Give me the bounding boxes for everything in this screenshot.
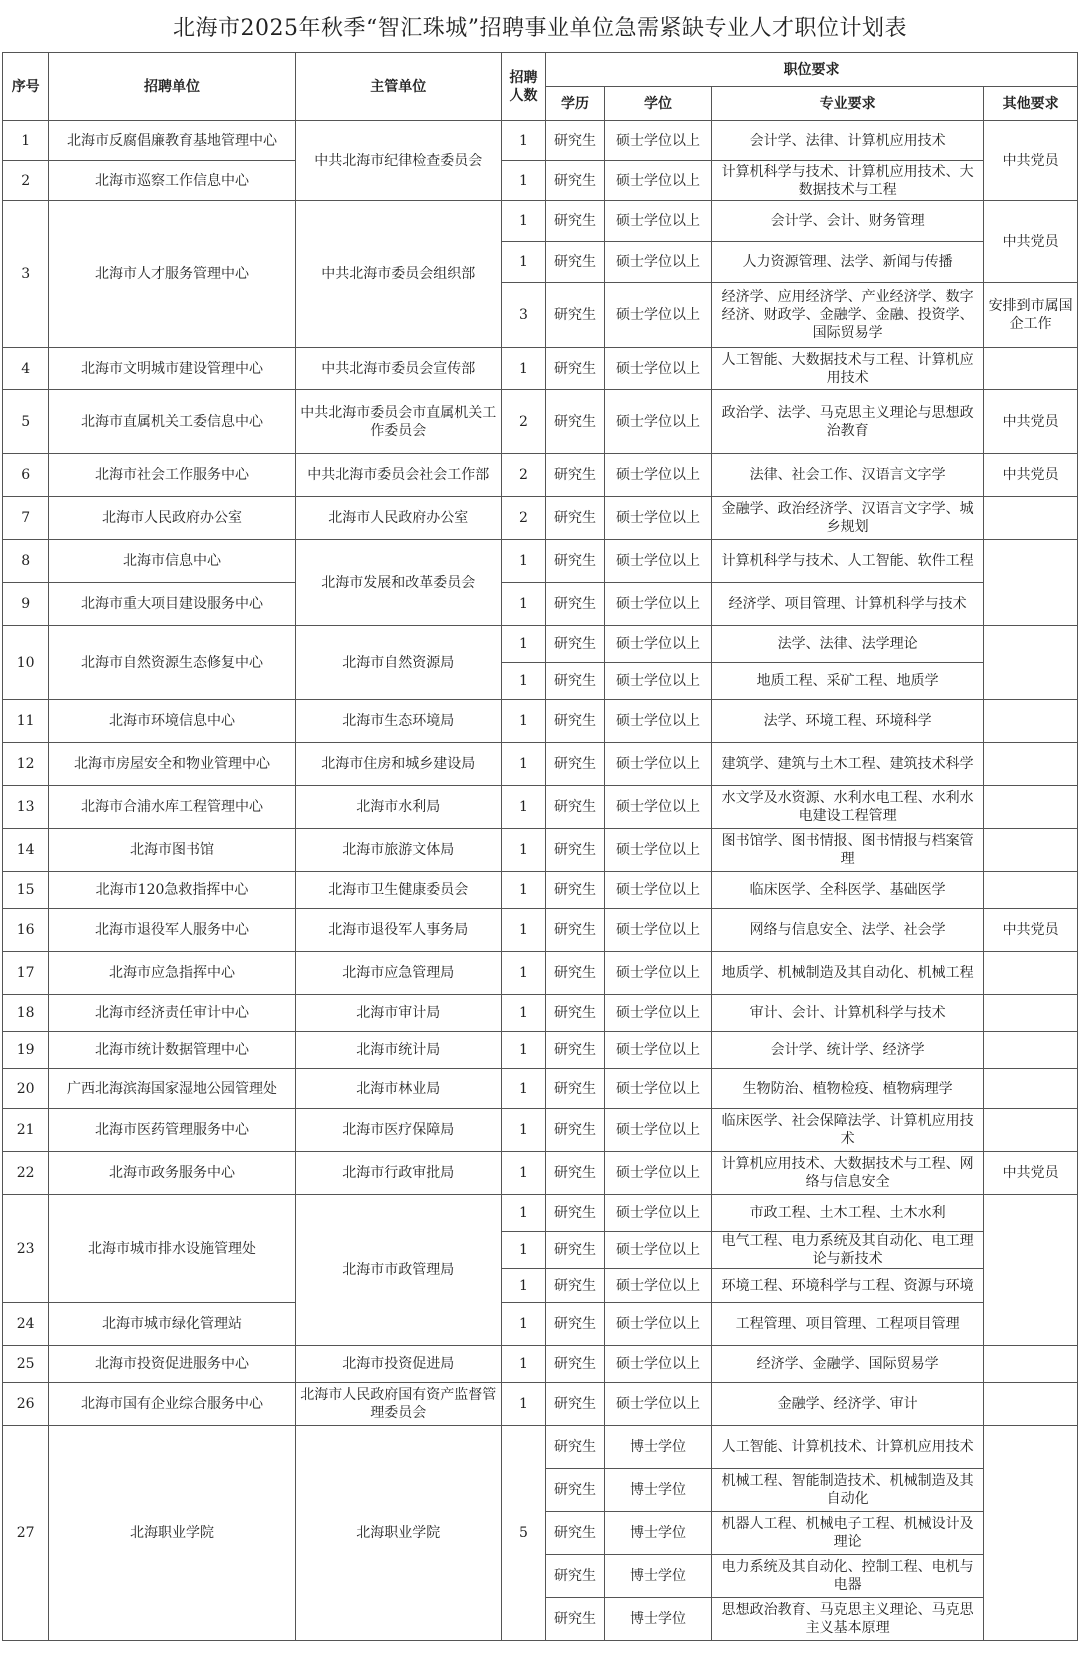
row-degree: 硕士学位以上 [604,1109,711,1152]
table-row [3,909,1078,952]
table-row [3,1109,1078,1152]
row-seq: 5 [3,390,49,454]
position-plan-table [2,52,1078,1641]
row-edu: 研究生 [546,121,605,161]
row-other [984,952,1078,995]
table-row [3,952,1078,995]
row-other: 中共党员 [984,201,1078,283]
row-edu: 研究生 [546,786,605,829]
row-major: 计算机科学与技术、计算机应用技术、大数据技术与工程 [712,161,984,201]
row-other [984,700,1078,743]
row-major: 市政工程、土木工程、土木水利 [712,1195,984,1232]
row-count: 1 [501,348,545,390]
row-degree: 硕士学位以上 [604,1032,711,1069]
row-edu: 研究生 [546,909,605,952]
row-dept: 北海市审计局 [295,995,501,1032]
row-count: 5 [501,1426,545,1641]
row-count: 1 [501,1303,545,1346]
row-degree: 硕士学位以上 [604,700,711,743]
row-count: 1 [501,663,545,700]
table-row [3,626,1078,663]
row-dept: 中共北海市委员会宣传部 [295,348,501,390]
row-other [984,1195,1078,1346]
row-seq: 21 [3,1109,49,1152]
row-unit: 北海市信息中心 [49,540,295,583]
row-dept: 北海市统计局 [295,1032,501,1069]
row-dept: 北海市发展和改革委员会 [295,540,501,626]
row-dept: 北海市投资促进局 [295,1346,501,1383]
row-other [984,872,1078,909]
row-other [984,497,1078,540]
row-other [984,786,1078,829]
row-count: 1 [501,540,545,583]
row-major: 法律、社会工作、汉语言文字学 [712,454,984,497]
row-edu: 研究生 [546,663,605,700]
row-dept: 北海市林业局 [295,1069,501,1109]
table-row [3,1152,1078,1195]
row-edu: 研究生 [546,829,605,872]
row-edu: 研究生 [546,1426,605,1469]
row-degree: 硕士学位以上 [604,1232,711,1269]
row-major: 机器人工程、机械电子工程、机械设计及理论 [712,1512,984,1555]
row-other [984,1426,1078,1641]
row-unit: 北海市社会工作服务中心 [49,454,295,497]
row-major: 会计学、会计、财务管理 [712,201,984,242]
row-other [984,995,1078,1032]
row-degree: 博士学位 [604,1555,711,1598]
table-row [3,121,1078,161]
row-degree: 硕士学位以上 [604,540,711,583]
row-degree: 硕士学位以上 [604,1269,711,1303]
row-major: 经济学、金融学、国际贸易学 [712,1346,984,1383]
row-edu: 研究生 [546,872,605,909]
row-edu: 研究生 [546,952,605,995]
row-edu: 研究生 [546,348,605,390]
table-row [3,786,1078,829]
row-edu: 研究生 [546,1598,605,1641]
table-row [3,743,1078,786]
header-seq: 序号 [3,53,49,121]
row-dept: 北海市生态环境局 [295,700,501,743]
row-major: 工程管理、项目管理、工程项目管理 [712,1303,984,1346]
row-degree: 硕士学位以上 [604,348,711,390]
row-major: 人工智能、计算机技术、计算机应用技术 [712,1426,984,1469]
row-count: 1 [501,583,545,626]
row-unit: 北海市图书馆 [49,829,295,872]
row-count: 1 [501,1069,545,1109]
row-unit: 北海市城市绿化管理站 [49,1303,295,1346]
row-other: 中共党员 [984,454,1078,497]
row-edu: 研究生 [546,1109,605,1152]
row-degree: 硕士学位以上 [604,743,711,786]
row-unit: 北海市人才服务管理中心 [49,201,295,348]
row-edu: 研究生 [546,995,605,1032]
row-unit: 北海市环境信息中心 [49,700,295,743]
table-row [3,700,1078,743]
row-degree: 硕士学位以上 [604,1195,711,1232]
row-other [984,626,1078,700]
row-dept: 北海市应急管理局 [295,952,501,995]
row-unit: 北海市巡察工作信息中心 [49,161,295,201]
row-count: 1 [501,121,545,161]
row-unit: 北海市医药管理服务中心 [49,1109,295,1152]
row-unit: 北海市合浦水库工程管理中心 [49,786,295,829]
row-edu: 研究生 [546,1469,605,1512]
row-degree: 硕士学位以上 [604,161,711,201]
table-row [3,540,1078,583]
row-degree: 硕士学位以上 [604,1152,711,1195]
row-seq: 7 [3,497,49,540]
row-dept: 中共北海市委员会市直属机关工作委员会 [295,390,501,454]
row-count: 2 [501,454,545,497]
row-degree: 硕士学位以上 [604,497,711,540]
row-count: 1 [501,1269,545,1303]
row-unit: 北海市文明城市建设管理中心 [49,348,295,390]
row-major: 会计学、统计学、经济学 [712,1032,984,1069]
row-dept: 北海市退役军人事务局 [295,909,501,952]
row-degree: 硕士学位以上 [604,909,711,952]
row-seq: 22 [3,1152,49,1195]
row-edu: 研究生 [546,1269,605,1303]
row-edu: 研究生 [546,743,605,786]
row-major: 图书馆学、图书情报、图书情报与档案管理 [712,829,984,872]
row-count: 1 [501,786,545,829]
row-unit: 北海市自然资源生态修复中心 [49,626,295,700]
row-count: 1 [501,201,545,242]
row-count: 2 [501,497,545,540]
row-degree: 硕士学位以上 [604,242,711,283]
row-unit: 北海职业学院 [49,1426,295,1641]
row-major: 建筑学、建筑与土木工程、建筑技术科学 [712,743,984,786]
row-seq: 10 [3,626,49,700]
row-edu: 研究生 [546,497,605,540]
row-count: 1 [501,626,545,663]
row-major: 临床医学、社会保障法学、计算机应用技术 [712,1109,984,1152]
row-count: 1 [501,872,545,909]
row-count: 1 [501,1232,545,1269]
row-count: 1 [501,743,545,786]
header-edu: 学历 [546,87,605,121]
row-seq: 12 [3,743,49,786]
row-major: 经济学、项目管理、计算机科学与技术 [712,583,984,626]
row-major: 机械工程、智能制造技术、机械制造及其自动化 [712,1469,984,1512]
row-major: 电气工程、电力系统及其自动化、电工理论与新技术 [712,1232,984,1269]
row-dept: 中共北海市纪律检查委员会 [295,121,501,201]
row-edu: 研究生 [546,242,605,283]
table-row [3,1032,1078,1069]
row-dept: 北海市人民政府办公室 [295,497,501,540]
row-dept: 中共北海市委员会社会工作部 [295,454,501,497]
header-other: 其他要求 [984,87,1078,121]
row-count: 1 [501,909,545,952]
row-unit: 北海市国有企业综合服务中心 [49,1383,295,1426]
row-dept: 北海市住房和城乡建设局 [295,743,501,786]
row-unit: 北海市重大项目建设服务中心 [49,583,295,626]
page-title: 北海市2025年秋季“智汇珠城”招聘事业单位急需紧缺专业人才职位计划表 [173,15,907,41]
row-major: 金融学、政治经济学、汉语言文字学、城乡规划 [712,497,984,540]
row-degree: 硕士学位以上 [604,1383,711,1426]
row-major: 人力资源管理、法学、新闻与传播 [712,242,984,283]
row-seq: 3 [3,201,49,348]
row-other [984,1109,1078,1152]
row-count: 1 [501,952,545,995]
row-count: 1 [501,1195,545,1232]
header-requirements: 职位要求 [546,53,1078,87]
row-major: 会计学、法律、计算机应用技术 [712,121,984,161]
row-dept: 北海市自然资源局 [295,626,501,700]
row-major: 审计、会计、计算机科学与技术 [712,995,984,1032]
table-row [3,454,1078,497]
row-seq: 15 [3,872,49,909]
row-major: 生物防治、植物检疫、植物病理学 [712,1069,984,1109]
row-edu: 研究生 [546,390,605,454]
row-edu: 研究生 [546,1512,605,1555]
row-seq: 27 [3,1426,49,1641]
row-edu: 研究生 [546,540,605,583]
row-degree: 硕士学位以上 [604,283,711,348]
row-edu: 研究生 [546,283,605,348]
row-count: 1 [501,1346,545,1383]
row-other [984,540,1078,626]
row-major: 计算机应用技术、大数据技术与工程、网络与信息安全 [712,1152,984,1195]
row-major: 环境工程、环境科学与工程、资源与环境 [712,1269,984,1303]
row-dept: 北海市人民政府国有资产监督管理委员会 [295,1383,501,1426]
row-degree: 硕士学位以上 [604,583,711,626]
row-seq: 20 [3,1069,49,1109]
row-dept: 北海市行政审批局 [295,1152,501,1195]
row-seq: 4 [3,348,49,390]
row-unit: 北海市房屋安全和物业管理中心 [49,743,295,786]
row-seq: 11 [3,700,49,743]
row-seq: 13 [3,786,49,829]
row-edu: 研究生 [546,1232,605,1269]
row-major: 网络与信息安全、法学、社会学 [712,909,984,952]
row-degree: 硕士学位以上 [604,201,711,242]
row-major: 地质工程、采矿工程、地质学 [712,663,984,700]
row-major: 金融学、经济学、审计 [712,1383,984,1426]
row-other [984,1383,1078,1426]
row-dept: 北海市水利局 [295,786,501,829]
table-row [3,1303,1078,1346]
row-dept: 北海职业学院 [295,1426,501,1641]
row-major: 政治学、法学、马克思主义理论与思想政治教育 [712,390,984,454]
row-major: 电力系统及其自动化、控制工程、电机与电器 [712,1555,984,1598]
row-seq: 14 [3,829,49,872]
row-edu: 研究生 [546,1303,605,1346]
row-edu: 研究生 [546,1069,605,1109]
table-row [3,497,1078,540]
row-count: 1 [501,829,545,872]
table-row [3,1195,1078,1232]
row-unit: 北海市人民政府办公室 [49,497,295,540]
row-edu: 研究生 [546,1152,605,1195]
row-count: 2 [501,390,545,454]
row-major: 法学、法律、法学理论 [712,626,984,663]
row-unit: 北海市统计数据管理中心 [49,1032,295,1069]
row-edu: 研究生 [546,1346,605,1383]
row-other: 中共党员 [984,1152,1078,1195]
row-major: 临床医学、全科医学、基础医学 [712,872,984,909]
row-seq: 25 [3,1346,49,1383]
row-other: 中共党员 [984,909,1078,952]
row-seq: 1 [3,121,49,161]
row-edu: 研究生 [546,1195,605,1232]
row-degree: 硕士学位以上 [604,663,711,700]
row-edu: 研究生 [546,1555,605,1598]
row-seq: 9 [3,583,49,626]
row-seq: 23 [3,1195,49,1303]
row-degree: 硕士学位以上 [604,995,711,1032]
row-degree: 博士学位 [604,1512,711,1555]
table-row [3,872,1078,909]
table-row [3,1383,1078,1426]
row-degree: 博士学位 [604,1469,711,1512]
table-row [3,1346,1078,1383]
table-row [3,1069,1078,1109]
table-row [3,583,1078,626]
row-unit: 北海市投资促进服务中心 [49,1346,295,1383]
row-edu: 研究生 [546,201,605,242]
row-seq: 16 [3,909,49,952]
table-row [3,201,1078,242]
row-degree: 硕士学位以上 [604,626,711,663]
table-row [3,161,1078,201]
table-row [3,829,1078,872]
row-seq: 8 [3,540,49,583]
row-other [984,1032,1078,1069]
row-major: 思想政治教育、马克思主义理论、马克思主义基本原理 [712,1598,984,1641]
header-count: 招聘人数 [501,53,545,121]
row-other: 安排到市属国企工作 [984,283,1078,348]
row-unit: 北海市城市排水设施管理处 [49,1195,295,1303]
header-degree: 学位 [604,87,711,121]
row-other: 中共党员 [984,121,1078,201]
row-degree: 硕士学位以上 [604,872,711,909]
row-count: 1 [501,1109,545,1152]
row-other [984,1069,1078,1109]
row-unit: 北海市直属机关工委信息中心 [49,390,295,454]
row-count: 1 [501,1152,545,1195]
row-dept: 北海市卫生健康委员会 [295,872,501,909]
row-edu: 研究生 [546,583,605,626]
row-unit: 广西北海滨海国家湿地公园管理处 [49,1069,295,1109]
row-count: 1 [501,995,545,1032]
row-seq: 17 [3,952,49,995]
row-other [984,1346,1078,1383]
row-degree: 硕士学位以上 [604,1069,711,1109]
row-count: 3 [501,283,545,348]
row-dept: 北海市旅游文体局 [295,829,501,872]
row-degree: 硕士学位以上 [604,786,711,829]
row-dept: 北海市市政管理局 [295,1195,501,1346]
row-degree: 硕士学位以上 [604,1346,711,1383]
row-edu: 研究生 [546,700,605,743]
row-edu: 研究生 [546,626,605,663]
row-unit: 北海市应急指挥中心 [49,952,295,995]
table-row [3,390,1078,454]
row-other [984,743,1078,786]
row-degree: 硕士学位以上 [604,390,711,454]
row-count: 1 [501,242,545,283]
row-dept: 北海市医疗保障局 [295,1109,501,1152]
row-edu: 研究生 [546,454,605,497]
row-major: 经济学、应用经济学、产业经济学、数字经济、财政学、金融学、金融、投资学、国际贸易学 [712,283,984,348]
row-seq: 24 [3,1303,49,1346]
row-degree: 硕士学位以上 [604,1303,711,1346]
row-other [984,348,1078,390]
table-row [3,348,1078,390]
row-degree: 博士学位 [604,1598,711,1641]
row-degree: 硕士学位以上 [604,952,711,995]
row-other: 中共党员 [984,390,1078,454]
row-major: 法学、环境工程、环境科学 [712,700,984,743]
table-row [3,995,1078,1032]
row-dept: 中共北海市委员会组织部 [295,201,501,348]
row-major: 水文学及水资源、水利水电工程、水利水电建设工程管理 [712,786,984,829]
table-row [3,1426,1078,1469]
row-degree: 硕士学位以上 [604,121,711,161]
row-unit: 北海市反腐倡廉教育基地管理中心 [49,121,295,161]
row-edu: 研究生 [546,161,605,201]
row-seq: 18 [3,995,49,1032]
header-unit: 招聘单位 [49,53,295,121]
row-count: 1 [501,1383,545,1426]
row-unit: 北海市政务服务中心 [49,1152,295,1195]
row-seq: 26 [3,1383,49,1426]
row-major: 计算机科学与技术、人工智能、软件工程 [712,540,984,583]
row-unit: 北海市120急救指挥中心 [49,872,295,909]
row-count: 1 [501,1032,545,1069]
row-seq: 6 [3,454,49,497]
row-degree: 博士学位 [604,1426,711,1469]
row-other [984,829,1078,872]
row-degree: 硕士学位以上 [604,454,711,497]
row-major: 地质学、机械制造及其自动化、机械工程 [712,952,984,995]
row-seq: 19 [3,1032,49,1069]
row-major: 人工智能、大数据技术与工程、计算机应用技术 [712,348,984,390]
row-seq: 2 [3,161,49,201]
row-count: 1 [501,700,545,743]
row-edu: 研究生 [546,1032,605,1069]
header-dept: 主管单位 [295,53,501,121]
row-degree: 硕士学位以上 [604,829,711,872]
header-major: 专业要求 [712,87,984,121]
row-unit: 北海市经济责任审计中心 [49,995,295,1032]
row-edu: 研究生 [546,1383,605,1426]
row-count: 1 [501,161,545,201]
row-unit: 北海市退役军人服务中心 [49,909,295,952]
